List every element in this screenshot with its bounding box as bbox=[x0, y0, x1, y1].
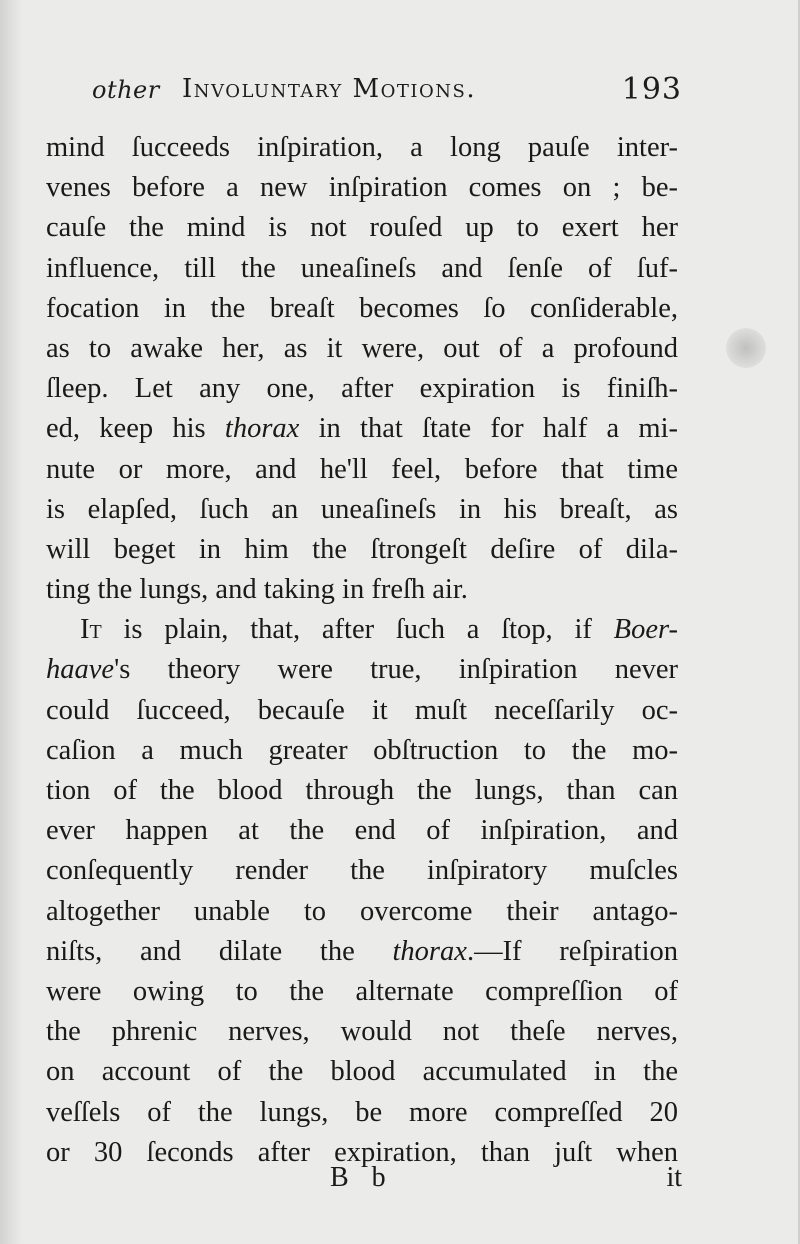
text-line: caſion a much greater obſtruction to the mo- bbox=[46, 734, 678, 766]
text-line bbox=[46, 932, 678, 972]
small-caps-word: It bbox=[80, 614, 102, 646]
text-line bbox=[46, 610, 678, 650]
text-line: on account of the blood accumulated in the bbox=[46, 1056, 678, 1088]
text-line: is elapſed, ſuch an uneaſineſs in his breaſt, as bbox=[46, 493, 678, 525]
running-head-title: Involuntary Motions. bbox=[182, 74, 477, 104]
text-line: ſleep. Let any one, after expiration is finiſh- bbox=[46, 373, 678, 405]
text-line: venes before a new inſpiration comes on ; be- bbox=[46, 172, 678, 204]
text-line: will beget in him the ſtrongeſt deſire of dila- bbox=[46, 533, 678, 565]
text-line: conſequently render the inſpiratory muſcles bbox=[46, 855, 678, 887]
text-line: tion of the blood through the lungs, than can bbox=[46, 775, 678, 806]
paragraph bbox=[46, 128, 678, 610]
text-line: veſſels of the lungs, be more compreſſed 20 bbox=[46, 1096, 678, 1128]
page-number: 193 bbox=[621, 72, 682, 107]
text-line: mind ſucceeds inſpiration, a long pauſe inter- bbox=[46, 132, 678, 163]
italic-word: thorax bbox=[392, 935, 467, 967]
text-run: 's theory were true, inſpiration never bbox=[114, 654, 678, 686]
catchword: it bbox=[666, 1162, 682, 1193]
text-line: influence, till the uneaſineſs and ſenſe of ſuf- bbox=[46, 252, 678, 284]
text-line: the phrenic nerves, would not theſe nerves, bbox=[46, 1016, 678, 1048]
running-head-italic: other bbox=[92, 76, 160, 104]
text-line: ever happen at the end of inſpiration, and bbox=[46, 815, 678, 847]
paper-stain bbox=[726, 328, 766, 368]
text-run: niſts, and dilate the bbox=[46, 935, 393, 967]
text-line: as to awake her, as it were, out of a profound bbox=[46, 332, 678, 364]
text-line: could ſucceed, becauſe it muſt neceſſarily oc- bbox=[46, 694, 678, 726]
text-line bbox=[46, 409, 678, 449]
text-line bbox=[46, 650, 678, 690]
text-line: focation in the breaſt becomes ſo conſiderable, bbox=[46, 292, 678, 324]
paragraph bbox=[46, 610, 678, 1173]
text-line: were owing to the alternate compreſſion of bbox=[46, 975, 678, 1007]
text-line: nute or more, and he'll feel, before that time bbox=[46, 453, 678, 485]
text-line: cauſe the mind is not rouſed up to exert her bbox=[46, 212, 678, 244]
body-text bbox=[46, 128, 678, 1173]
text-line: or 30 ſeconds after expiration, than juſt when bbox=[46, 1136, 678, 1168]
text-line: altogether unable to overcome their antago- bbox=[46, 895, 678, 927]
running-head bbox=[92, 72, 682, 112]
italic-word: Boer- bbox=[613, 614, 678, 646]
text-line: ting the lungs, and taking in freſh air. bbox=[46, 574, 468, 606]
text-run: ed, keep his bbox=[46, 413, 225, 445]
text-run: in that ſtate for half a mi- bbox=[299, 413, 678, 445]
italic-word: thorax bbox=[224, 413, 300, 445]
signature-mark: B b bbox=[330, 1162, 394, 1193]
text-run: .—If reſpiration bbox=[466, 935, 679, 967]
text-run: is plain, that, after ſuch a ſtop, if bbox=[101, 614, 614, 646]
page-footer bbox=[46, 1162, 682, 1198]
italic-word: haave bbox=[46, 654, 115, 686]
